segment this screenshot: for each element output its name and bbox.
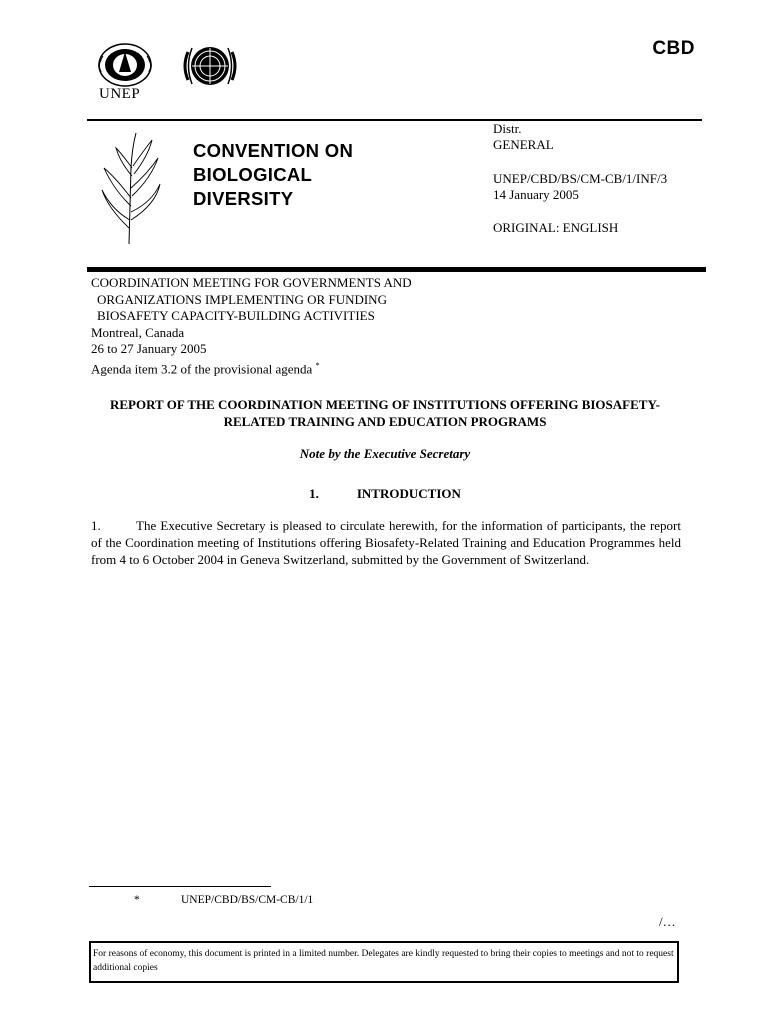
footnote-mark: *: [134, 894, 140, 906]
document-code: CBD: [652, 38, 695, 59]
document-date: 14 January 2005: [493, 187, 579, 202]
footnote-rule: [89, 886, 271, 887]
economy-notice: For reasons of economy, this document is printed in a limited number. Delegates are kindly requested to bring their copies to meetings and not to request additional copies: [89, 941, 679, 983]
agenda-item: [91, 358, 511, 378]
convention-title: [193, 139, 353, 211]
convention-line-2: BIOLOGICAL: [193, 164, 313, 185]
meeting-location: Montreal, Canada: [91, 324, 185, 340]
meeting-line-3: BIOSAFETY CAPACITY-BUILDING ACTIVITIES: [97, 308, 375, 323]
cbd-logo: [96, 128, 166, 246]
continuation-mark: /…: [659, 914, 676, 929]
un-logo: [180, 42, 240, 90]
meeting-line-1: COORDINATION MEETING FOR GOVERNMENTS AND: [91, 275, 412, 290]
report-title-line-1: REPORT OF THE COORDINATION MEETING OF INSTITUTIONS OFFERING BIOSAFETY-: [110, 397, 660, 412]
unep-logo: [95, 42, 155, 104]
report-title-line-2: RELATED TRAINING AND EDUCATION PROGRAMS: [223, 414, 547, 429]
note-line: Note by the Executive Secretary: [299, 446, 471, 461]
section-heading: [88, 486, 682, 502]
header-rule: [87, 119, 702, 121]
meeting-info: [91, 275, 511, 377]
report-title: [88, 396, 682, 430]
paragraph-number: 1.: [91, 518, 101, 533]
meeting-line-2: ORGANIZATIONS IMPLEMENTING OR FUNDING: [97, 291, 387, 307]
original-language: ORIGINAL: ENGLISH: [493, 220, 619, 235]
section-title: INTRODUCTION: [356, 486, 461, 501]
un-emblem-icon: [180, 42, 240, 90]
section-rule: [87, 267, 706, 272]
plant-icon: [96, 128, 166, 246]
agenda-text: Agenda item 3.2 of the provisional agenda: [91, 360, 313, 376]
convention-line-1: CONVENTION ON: [193, 140, 354, 161]
paragraph-1: [91, 517, 681, 568]
agenda-footnote-mark: *: [315, 360, 320, 370]
paragraph-text: The Executive Secretary is pleased to circulate herewith, for the information of participants, the report of the Coordination meeting of Institutions offering Biosafety-Related Training and Education Programmes held from 4 to 6 October 2004 in Geneva Switzerland, submitted by the Government of Switzerland.: [91, 518, 681, 567]
unep-label: UNEP: [99, 86, 141, 102]
section-number: 1.: [309, 486, 319, 501]
footnote-text: UNEP/CBD/BS/CM-CB/1/1: [181, 894, 314, 906]
document-symbol: UNEP/CBD/BS/CM-CB/1/INF/3: [493, 171, 668, 186]
distr-label: Distr.: [493, 121, 522, 136]
unep-emblem-icon: [95, 42, 155, 88]
distr-general: GENERAL: [493, 137, 554, 152]
convention-line-3: DIVERSITY: [193, 188, 294, 209]
meeting-dates: 26 to 27 January 2005: [91, 341, 207, 356]
